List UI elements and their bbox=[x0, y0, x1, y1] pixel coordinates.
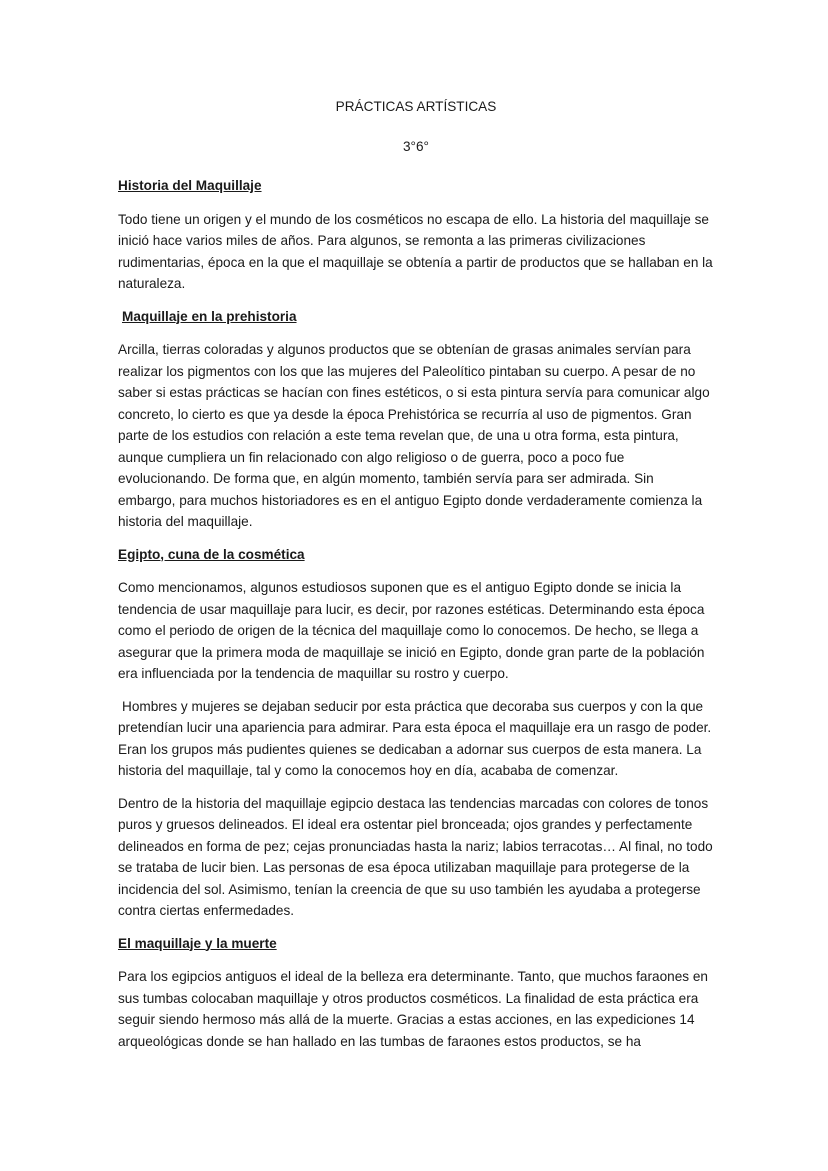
paragraph: Hombres y mujeres se dejaban seducir por esta práctica que decoraba sus cuerpos y con la que pretendían lucir una apariencia para admirar. Para esta época el maquillaje era un rasgo de poder. Eran los grupos más pudientes quienes se dedicaban a adornar sus cuerpos de esta manera. La historia del maquillaje, tal y como la conocemos hoy en día, acababa de comenzar. bbox=[118, 698, 712, 778]
paragraph: Para los egipcios antiguos el ideal de la belleza era determinante. Tanto, que muchos faraones en sus tumbas colocaban maquillaje y otros productos cosméticos. La finalidad de esta práctica era seguir siendo hermoso más allá de la muerte. Gracias a estas acciones, en las expediciones 14 arqueológicas donde se han hallado en las tumbas de faraones estos productos, se ha bbox=[118, 969, 708, 1049]
paragraph: Como mencionamos, algunos estudiosos suponen que es el antiguo Egipto donde se inicia la tendencia de usar maquillaje para lucir, es decir, por razones estéticas. Determinando esta época como el periodo de origen de la técnica del maquillaje como lo conocemos. De hecho, se llega a asegurar que la primera moda de maquillaje se inició en Egipto, donde gran parte de la población era influenciada por la tendencia de maquillar su rostro y cuerpo. bbox=[118, 580, 705, 681]
paragraph: Arcilla, tierras coloradas y algunos productos que se obtenían de grasas animales servían para realizar los pigmentos con los que las mujeres del Paleolítico pintaban su cuerpo. A pesar de no saber si estas prácticas se hacían con fines estéticos, o si esta pintura servía para comunicar algo concreto, lo cierto es que ya desde la época Prehistórica se recurría al uso de pigmentos. Gran parte de los estudios con relación a este tema revelan que, de una u otra forma, esta pintura, aunque cumpliera un fin relacionado con algo religioso o de guerra, poco a poco fue evolucionando. De forma que, en algún momento, también servía para ser admirada. Sin embargo, para muchos historiadores es en el antiguo Egipto donde verdaderamente comienza la historia del maquillaje. bbox=[118, 342, 710, 529]
document-title: PRÁCTICAS ARTÍSTICAS bbox=[335, 99, 497, 114]
section-heading: El maquillaje y la muerte bbox=[118, 935, 277, 951]
paragraph: Todo tiene un origen y el mundo de los cosméticos no escapa de ello. La historia del maquillaje se inició hace varios miles de años. Para algunos, se remonta a las primeras civilizaciones rudimentarias, época en la que el maquillaje se obtenía a partir de productos que se hallaban en la naturaleza. bbox=[118, 211, 713, 291]
section-heading: Maquillaje en la prehistoria bbox=[122, 308, 297, 324]
section-heading: Historia del Maquillaje bbox=[118, 178, 262, 193]
document-subtitle: 3°6° bbox=[403, 138, 429, 154]
section-heading: Egipto, cuna de la cosmética bbox=[118, 546, 305, 562]
document-page bbox=[118, 96, 714, 1063]
paragraph: Dentro de la historia del maquillaje egipcio destaca las tendencias marcadas con colores de tonos puros y gruesos delineados. El ideal era ostentar piel bronceada; ojos grandes y perfectamente delineados en forma de pez; cejas pronunciadas hasta la nariz; labios terracotas… Al final, no todo se trataba de lucir bien. Las personas de esa época utilizaban maquillaje para protegerse de la incidencia del sol. Asimismo, tenían la creencia de que su uso también les ayudaba a protegerse contra ciertas enfermedades. bbox=[118, 795, 713, 918]
